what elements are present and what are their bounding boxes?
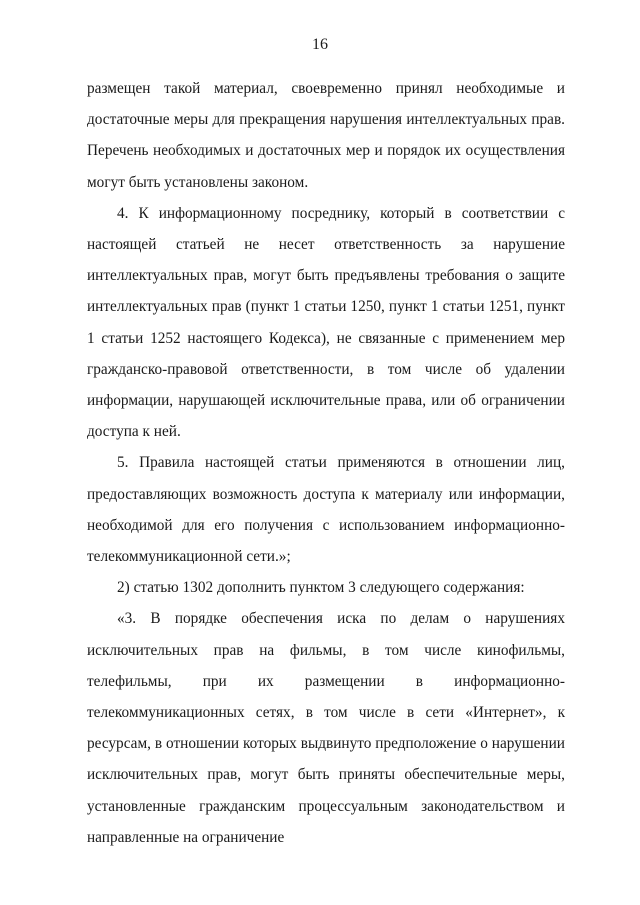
paragraph-continuation: размещен такой материал, своевременно принял необходимые и достаточные меры для прекращения нарушения интеллектуальных прав. Перечень необходимых и достаточных мер и порядок их осуществления могут быть установлены законом. bbox=[87, 80, 565, 191]
document-body bbox=[87, 73, 565, 853]
page-number: 16 bbox=[312, 36, 328, 53]
paragraph-item-3: «3. В порядке обеспечения иска по делам о нарушениях исключительных прав на фильмы, в том числе кинофильмы, телефильмы, при их размещении в информационно-телекоммуникационных сетях, в том числе в сети «Интернет», к ресурсам, в отношении которых выдвинуто предположение о нарушении исключительных прав, могут быть приняты обеспечительные меры, установленные гражданским процессуальным законодательством и направленные на ограничение bbox=[87, 610, 565, 846]
paragraph-item-5: 5. Правила настоящей статьи применяются в отношении лиц, предоставляющих возможность доступа к материалу или информации, необходимой для его получения с использованием информационно-телекоммуникационной сети.»; bbox=[87, 454, 565, 566]
paragraph-item-4: 4. К информационному посреднику, который в соответствии с настоящей статьей не несет ответственность за нарушение интеллектуальных прав, могут быть предъявлены требования о защите интеллектуальных прав (пункт 1 статьи 1250, пункт 1 статьи 1251, пункт 1 статьи 1252 настоящего Кодекса), не связанные с применением мер гражданско-правовой ответственности, в том числе об удалении информации, нарушающей исключительные права, или об ограничении доступа к ней. bbox=[87, 204, 565, 441]
paragraph-amendment-1302: 2) статью 1302 дополнить пунктом 3 следующего содержания: bbox=[117, 579, 525, 597]
